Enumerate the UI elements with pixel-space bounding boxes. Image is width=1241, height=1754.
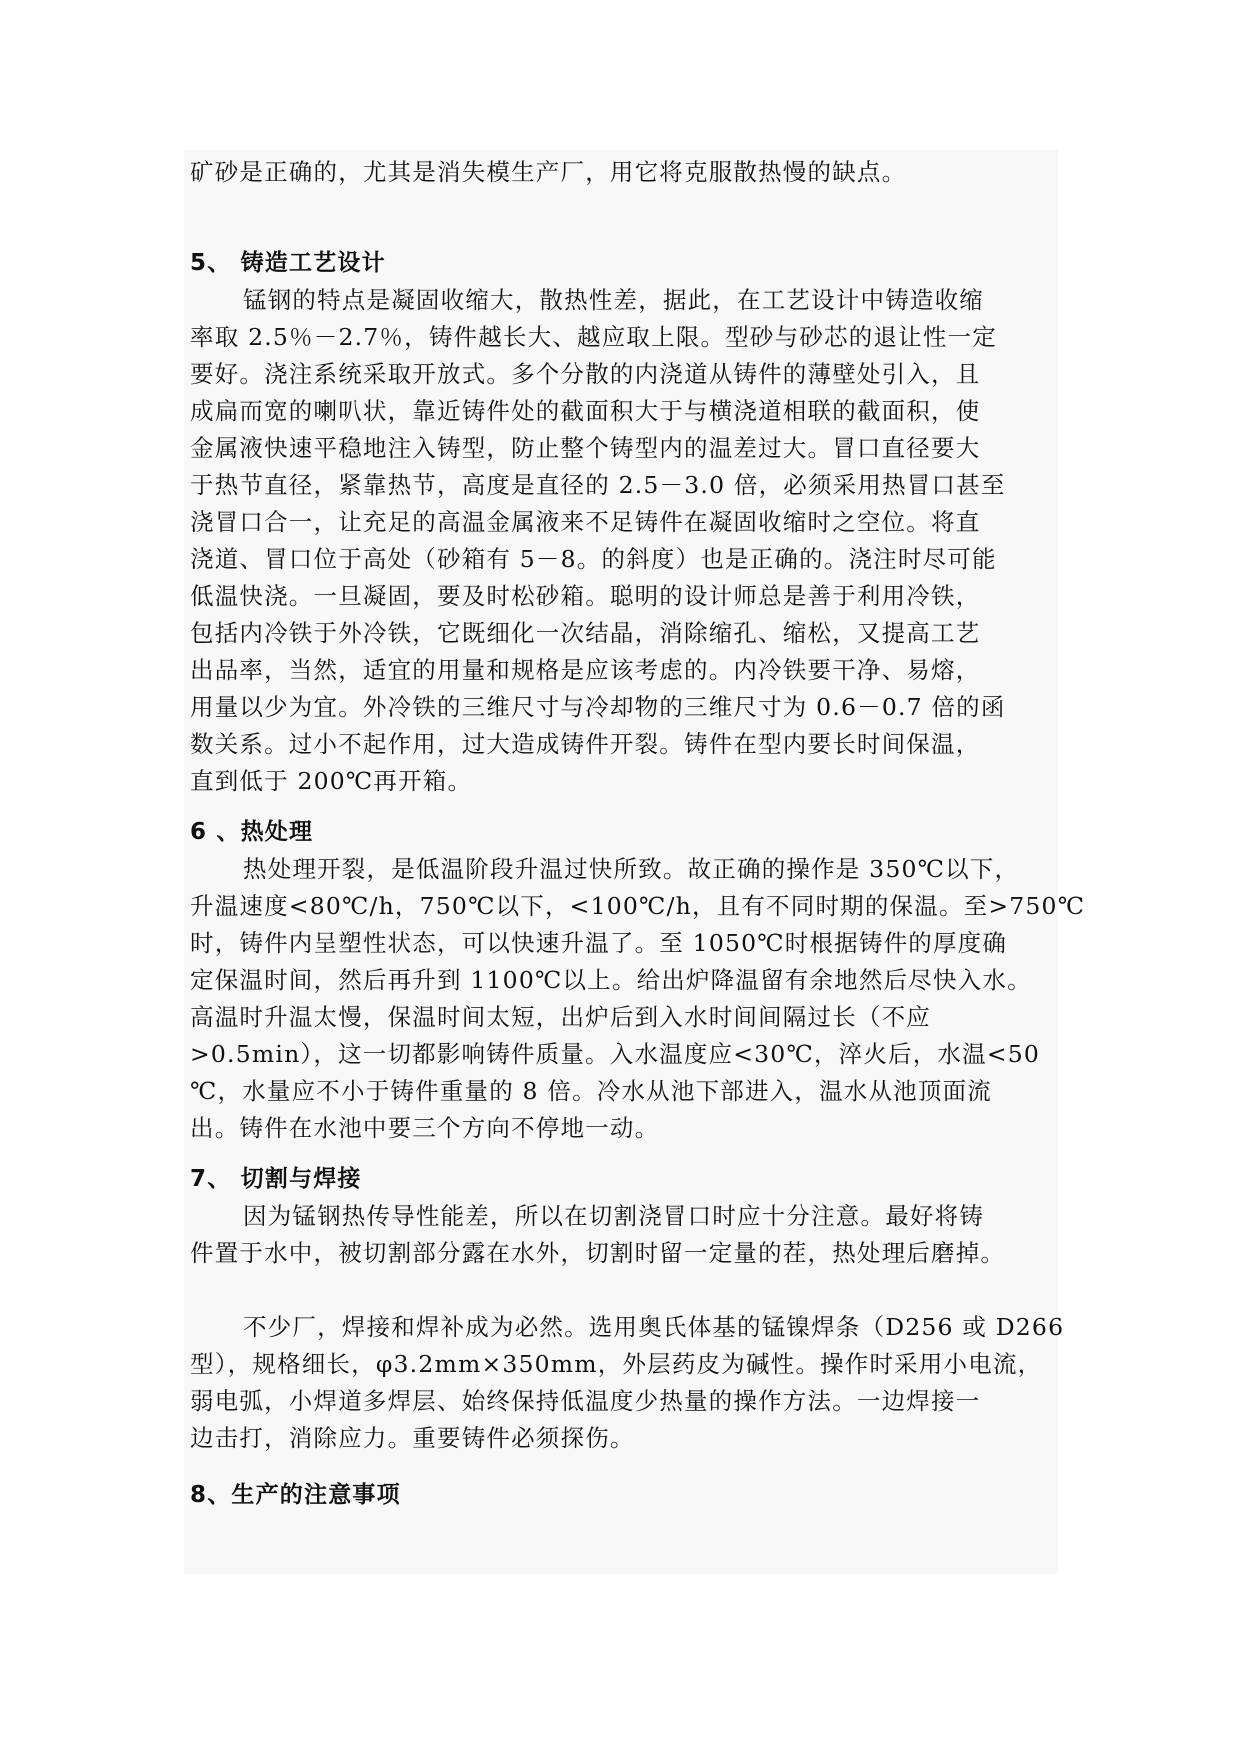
section-7-line: 型），规格细长，φ3.2mm×350mm，外层药皮为碱性。操作时采用小电流， xyxy=(190,1350,1043,1378)
section-7-line: 因为锰钢热传导性能差，所以在切割浇冒口时应十分注意。最好将铸 xyxy=(243,1202,984,1230)
section-7-line: 不少厂，焊接和焊补成为必然。选用奥氏体基的锰镍焊条（D256 或 D266 xyxy=(243,1313,1065,1341)
section-7-line: 边击打，消除应力。重要铸件必须探伤。 xyxy=(190,1424,635,1452)
section-6-body xyxy=(190,851,1086,1147)
section-6-line: 时，铸件内呈塑性状态，可以快速升温了。至 1050℃时根据铸件的厚度确 xyxy=(190,929,1008,957)
spacer xyxy=(190,1272,1060,1309)
spacer xyxy=(190,1147,1060,1161)
section-5-line: 金属液快速平稳地注入铸型，防止整个铸型内的温差过大。冒口直径要大 xyxy=(190,434,981,462)
section-7-heading: 7、 切割与焊接 xyxy=(190,1166,362,1192)
section-5-line: 直到低于 200℃再开箱。 xyxy=(190,767,473,795)
section-5-heading: 5、 铸造工艺设计 xyxy=(190,250,386,276)
section-5-line: 用量以少为宜。外冷铁的三维尺寸与冷却物的三维尺寸为 0.6－0.7 倍的函 xyxy=(190,693,1006,721)
section-5-line: 成扁而宽的喇叭状，靠近铸件处的截面积大于与横浇道相联的截面积，使 xyxy=(190,397,981,425)
section-6-line: 定保温时间，然后再升到 1100℃以上。给出炉降温留有余地然后尽快入水。 xyxy=(190,966,1032,994)
section-6-line: 热处理开裂，是低温阶段升温过快所致。故正确的操作是 350℃以下， xyxy=(243,855,1020,883)
section-5-line: 要好。浇注系统采取开放式。多个分散的内浇道从铸件的薄壁处引入，且 xyxy=(190,360,981,388)
document-body xyxy=(190,150,1086,1514)
section-5-line: 数关系。过小不起作用，过大造成铸件开裂。铸件在型内要长时间保温， xyxy=(190,730,981,758)
spacer xyxy=(190,191,1060,245)
spacer xyxy=(190,1457,1060,1477)
section-6-line: ℃，水量应不小于铸件重量的 8 倍。冷水从池下部进入，温水从池顶面流 xyxy=(190,1077,992,1105)
section-8-heading: 8、生产的注意事项 xyxy=(190,1482,401,1508)
section-6-line: 升温速度<80℃/h，750℃以下，<100℃/h，且有不同时期的保温。至>750℃ xyxy=(190,892,1086,920)
section-7-line: 弱电弧，小焊道多焊层、始终保持低温度少热量的操作方法。一边焊接一 xyxy=(190,1387,981,1415)
section-6-line: 出。铸件在水池中要三个方向不停地一动。 xyxy=(190,1114,660,1142)
section-5-line: 率取 2.5％－2.7％，铸件越长大、越应取上限。型砂与砂芯的退让性一定 xyxy=(190,323,997,351)
section-5-line: 锰钢的特点是凝固收缩大，散热性差，据此，在工艺设计中铸造收缩 xyxy=(243,286,984,314)
section-6-line: >0.5min），这一切都影响铸件质量。入水温度应<30℃，淬火后，水温<50 xyxy=(190,1040,1041,1068)
intro-line: 矿砂是正确的，尤其是消失模生产厂，用它将克服散热慢的缺点。 xyxy=(190,158,907,186)
section-5-line: 出品率，当然，适宜的用量和规格是应该考虑的。内冷铁要干净、易熔， xyxy=(190,656,981,684)
section-6-heading: 6 、热处理 xyxy=(190,819,314,845)
section-7-body xyxy=(190,1198,1065,1457)
section-6-line: 高温时升温太慢，保温时间太短，出炉后到入水时间间隔过长（不应 xyxy=(190,1003,931,1031)
section-5-line: 浇冒口合一，让充足的高温金属液来不足铸件在凝固收缩时之空位。将直 xyxy=(190,508,981,536)
section-5-line: 于热节直径，紧靠热节，高度是直径的 2.5－3.0 倍，必须采用热冒口甚至 xyxy=(190,471,1006,499)
section-5-body xyxy=(190,282,1060,800)
section-5-line: 低温快浇。一旦凝固，要及时松砂箱。聪明的设计师总是善于利用冷铁， xyxy=(190,582,981,610)
spacer xyxy=(190,800,1060,814)
section-5-line: 包括内冷铁于外冷铁，它既细化一次结晶，消除缩孔、缩松，又提高工艺 xyxy=(190,619,981,647)
section-5-line: 浇道、冒口位于高处（砂箱有 5－8。的斜度）也是正确的。浇注时尽可能 xyxy=(190,545,997,573)
section-7-line: 件置于水中，被切割部分露在水外，切割时留一定量的茬，热处理后磨掉。 xyxy=(190,1239,1006,1267)
